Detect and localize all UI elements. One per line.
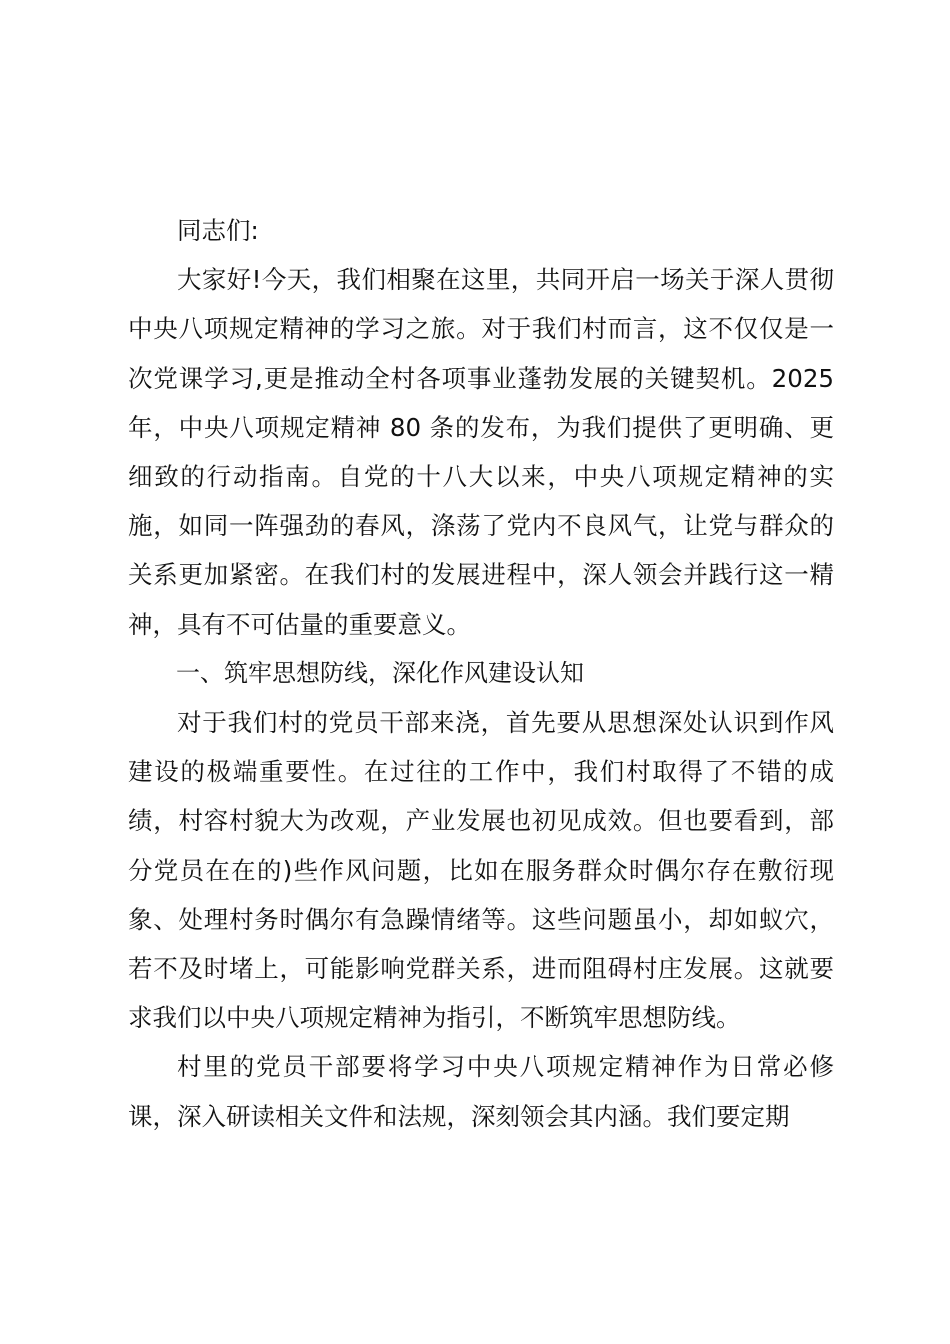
- section-heading: 一、筑牢思想防线，深化作风建设认知: [176, 658, 584, 687]
- document-body: [128, 206, 834, 1141]
- section-paragraph-2: 村里的党员干部要将学习中央八项规定精神作为日常必修课，深入研读相关文件和法规，深刻领会其内涵。我们要定期: [128, 1052, 834, 1131]
- intro-paragraph: 大家好!今天，我们相聚在这里，共同开启一场关于深人贯彻中央八项规定精神的学习之旅。对于我们村而言，这不仅仅是一次党课学习,更是推动全村各项事业蓬勃发展的关键契机。2025 年，中央八项规定精神 80 条的发布，为我们提供了更明确、更细致的行动指南。自党的十八大以来，中央八项规定精神的实施，如同一阵强劲的春风，涤荡了党内不良风气，让党与群众的关系更加紧密。在我们村的发展进程中，深人领会并践行这一精神，具有不可估量的重要意义。: [128, 265, 834, 639]
- salutation: 同志们:: [177, 216, 259, 245]
- section-paragraph-1: 对于我们村的党员干部来浇，首先要从思想深处认识到作风建设的极端重要性。在过往的工作中，我们村取得了不错的成绩，村容村貌大为改观，产业发展也初见成效。但也要看到，部分党员在在的)些作风问题，比如在服务群众时偶尔存在敷衍现象、处理村务时偶尔有急躁情绪等。这些问题虽小，却如蚁穴，若不及时堵上，可能影响党群关系，进而阻碍村庄发展。这就要求我们以中央八项规定精神为指引，不断筑牢思想防线。: [128, 708, 834, 1033]
